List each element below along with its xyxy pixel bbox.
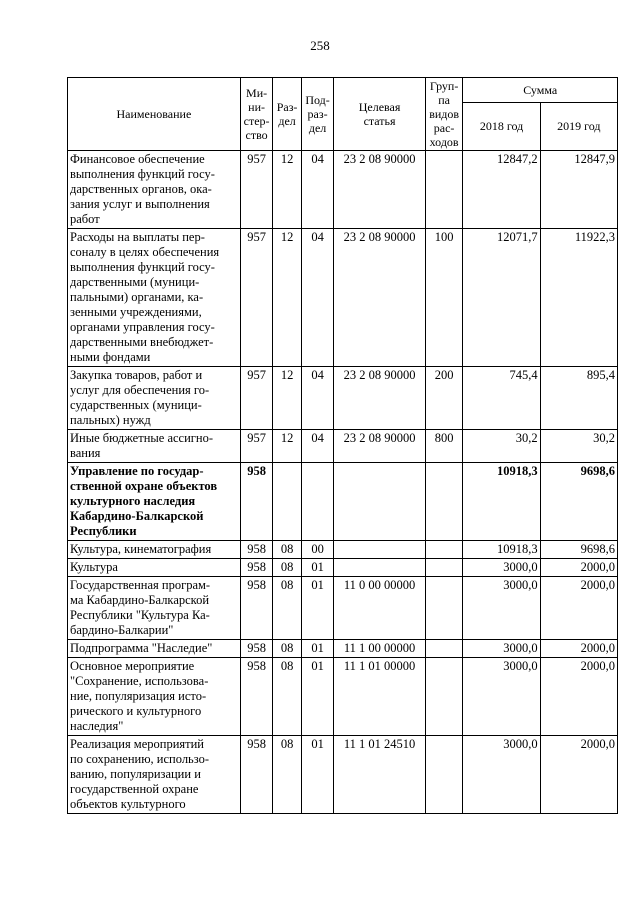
cell-subsection: 01 (301, 736, 334, 814)
cell-section: 08 (273, 658, 301, 736)
cell-ministry: 957 (240, 430, 273, 463)
cell-sum-2018: 30,2 (463, 430, 540, 463)
table-row (68, 577, 618, 640)
cell-name: Государственная програм- ма Кабардино-Балкарской Республики "Культура Ка- бардино-Балкарии" (68, 577, 241, 640)
cell-subsection: 01 (301, 577, 334, 640)
cell-section: 08 (273, 577, 301, 640)
cell-section: 08 (273, 736, 301, 814)
table-row (68, 658, 618, 736)
cell-ministry: 958 (240, 658, 273, 736)
cell-sum-2019: 2000,0 (540, 736, 617, 814)
cell-target-article: 23 2 08 90000 (334, 430, 425, 463)
cell-expense-group: 800 (425, 430, 463, 463)
cell-ministry: 958 (240, 541, 273, 559)
cell-target-article: 23 2 08 90000 (334, 367, 425, 430)
table-row (68, 640, 618, 658)
cell-subsection: 00 (301, 541, 334, 559)
header-sum: Сумма (463, 78, 618, 103)
cell-sum-2018: 3000,0 (463, 640, 540, 658)
header-year-2019: 2019 год (540, 102, 617, 150)
cell-ministry: 958 (240, 640, 273, 658)
header-ministry: Ми- ни- стер- ство (240, 78, 273, 151)
cell-expense-group (425, 541, 463, 559)
table-row (68, 559, 618, 577)
table-row (68, 430, 618, 463)
cell-ministry: 958 (240, 577, 273, 640)
table-row (68, 463, 618, 541)
cell-expense-group (425, 559, 463, 577)
table-row (68, 736, 618, 814)
cell-name: Реализация мероприятий по сохранению, использо- ванию, популяризации и государственной охране объектов культурного (68, 736, 241, 814)
table-row (68, 541, 618, 559)
cell-name: Закупка товаров, работ и услуг для обеспечения го- сударственных (муници- пальных) нужд (68, 367, 241, 430)
cell-expense-group (425, 577, 463, 640)
cell-target-article: 23 2 08 90000 (334, 151, 425, 229)
cell-target-article (334, 463, 425, 541)
cell-target-article: 23 2 08 90000 (334, 229, 425, 367)
cell-subsection: 04 (301, 151, 334, 229)
cell-subsection: 01 (301, 640, 334, 658)
cell-subsection: 04 (301, 367, 334, 430)
cell-name: Подпрограмма "Наследие" (68, 640, 241, 658)
cell-sum-2019: 12847,9 (540, 151, 617, 229)
cell-ministry: 958 (240, 463, 273, 541)
cell-name: Культура, кинематография (68, 541, 241, 559)
cell-target-article: 11 1 01 24510 (334, 736, 425, 814)
cell-sum-2018: 3000,0 (463, 736, 540, 814)
header-target-article: Целевая статья (334, 78, 425, 151)
cell-sum-2019: 2000,0 (540, 640, 617, 658)
table-row (68, 151, 618, 229)
header-subsection: Под- раз- дел (301, 78, 334, 151)
table-row (68, 367, 618, 430)
cell-sum-2019: 9698,6 (540, 463, 617, 541)
header-name: Наименование (68, 78, 241, 151)
cell-subsection (301, 463, 334, 541)
cell-expense-group (425, 736, 463, 814)
cell-section (273, 463, 301, 541)
cell-target-article (334, 559, 425, 577)
header-year-2018: 2018 год (463, 102, 540, 150)
cell-section: 12 (273, 229, 301, 367)
cell-subsection: 01 (301, 658, 334, 736)
cell-sum-2018: 10918,3 (463, 541, 540, 559)
cell-name: Иные бюджетные ассигно- вания (68, 430, 241, 463)
cell-section: 08 (273, 541, 301, 559)
cell-sum-2018: 12847,2 (463, 151, 540, 229)
cell-sum-2018: 10918,3 (463, 463, 540, 541)
cell-name: Основное мероприятие "Сохранение, использова- ние, популяризация исто- рического и культурного наследия" (68, 658, 241, 736)
cell-section: 12 (273, 367, 301, 430)
cell-expense-group (425, 151, 463, 229)
cell-sum-2019: 11922,3 (540, 229, 617, 367)
cell-sum-2019: 2000,0 (540, 658, 617, 736)
cell-expense-group: 100 (425, 229, 463, 367)
cell-ministry: 957 (240, 229, 273, 367)
cell-sum-2018: 745,4 (463, 367, 540, 430)
cell-sum-2018: 3000,0 (463, 559, 540, 577)
cell-name: Финансовое обеспечение выполнения функций госу- дарственных органов, ока- зания услуг и выполнения работ (68, 151, 241, 229)
cell-ministry: 958 (240, 559, 273, 577)
cell-ministry: 958 (240, 736, 273, 814)
cell-target-article (334, 541, 425, 559)
cell-target-article: 11 0 00 00000 (334, 577, 425, 640)
cell-name: Управление по государ- ственной охране объектов культурного наследия Кабардино-Балкарской Республики (68, 463, 241, 541)
header-section: Раз- дел (273, 78, 301, 151)
cell-expense-group: 200 (425, 367, 463, 430)
cell-sum-2019: 895,4 (540, 367, 617, 430)
table-row (68, 229, 618, 367)
cell-section: 08 (273, 640, 301, 658)
cell-subsection: 01 (301, 559, 334, 577)
cell-ministry: 957 (240, 151, 273, 229)
cell-name: Расходы на выплаты пер- соналу в целях обеспечения выполнения функций госу- дарственными (муници- пальными) органами, ка- зенными учреждениями, органами управления госу- дарственными внебюджет- ными фондами (68, 229, 241, 367)
cell-sum-2019: 2000,0 (540, 577, 617, 640)
cell-sum-2019: 2000,0 (540, 559, 617, 577)
cell-sum-2019: 9698,6 (540, 541, 617, 559)
cell-sum-2018: 3000,0 (463, 658, 540, 736)
cell-section: 12 (273, 151, 301, 229)
table-body (68, 151, 618, 814)
header-expense-group: Груп- па видов рас- ходов (425, 78, 463, 151)
page-number: 258 (310, 38, 330, 53)
cell-section: 12 (273, 430, 301, 463)
cell-subsection: 04 (301, 229, 334, 367)
cell-expense-group (425, 640, 463, 658)
cell-ministry: 957 (240, 367, 273, 430)
cell-sum-2018: 3000,0 (463, 577, 540, 640)
cell-target-article: 11 1 01 00000 (334, 658, 425, 736)
cell-expense-group (425, 658, 463, 736)
cell-name: Культура (68, 559, 241, 577)
cell-expense-group (425, 463, 463, 541)
cell-sum-2018: 12071,7 (463, 229, 540, 367)
cell-section: 08 (273, 559, 301, 577)
budget-table (67, 77, 618, 814)
cell-sum-2019: 30,2 (540, 430, 617, 463)
cell-subsection: 04 (301, 430, 334, 463)
cell-target-article: 11 1 00 00000 (334, 640, 425, 658)
